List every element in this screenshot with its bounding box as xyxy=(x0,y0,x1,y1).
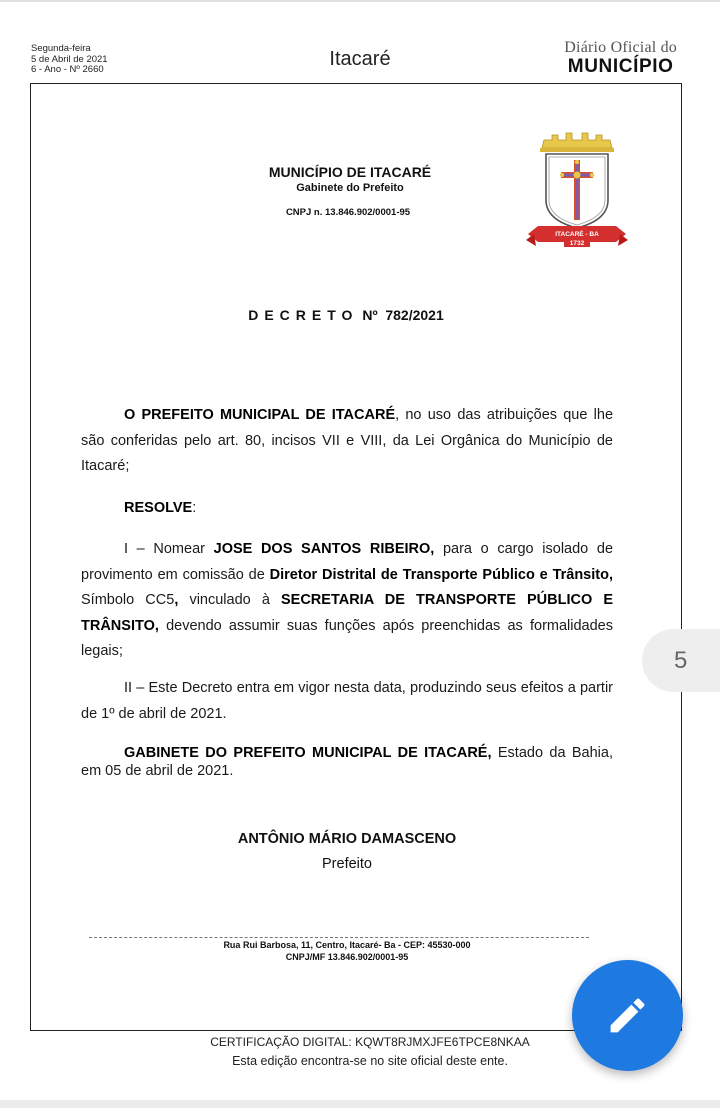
office-subtitle: Gabinete do Prefeito xyxy=(296,182,404,194)
date: 5 de Abril de 2021 xyxy=(31,53,108,65)
resolve-colon: : xyxy=(192,500,197,516)
pencil-icon xyxy=(605,993,650,1038)
appointed-role: Diretor Distrital de Transporte Público e Trânsito, xyxy=(269,566,613,583)
municipal-crest-icon xyxy=(524,128,630,250)
bottom-bar xyxy=(0,1100,720,1108)
page-number: 5 xyxy=(674,647,688,674)
page-number-badge[interactable] xyxy=(642,629,720,692)
closing-text: Estado da Bahia, em 05 de abril de 2021. xyxy=(81,745,613,779)
top-divider xyxy=(0,0,720,2)
article-1-lead: I – Nomear xyxy=(124,541,214,557)
digital-certification: CERTIFICAÇÃO DIGITAL: KQWT8RJMXJFE6TPCE8NKAA xyxy=(210,1035,530,1049)
article-1-paragraph xyxy=(81,537,613,665)
resolve-paragraph xyxy=(81,496,613,522)
preamble-paragraph xyxy=(81,403,613,480)
preamble-text: , no uso das atribuições que lhe são conferidas pelo art. 80, incisos VII e VIII, da Lei Orgânica do Município de Itacaré; xyxy=(81,407,614,474)
appointee-name: JOSE DOS SANTOS RIBEIRO, xyxy=(213,541,435,557)
article-1-text-d: vinculado à xyxy=(178,592,281,608)
decree-number: 782/2021 xyxy=(385,307,444,323)
decree-number-sign: Nº xyxy=(362,307,378,323)
signatory-role: Prefeito xyxy=(322,856,372,872)
diario-oficial-logo xyxy=(564,39,677,77)
article-1-symbol: Símbolo CC5 xyxy=(81,592,175,608)
resolve-bold: RESOLVE xyxy=(124,500,193,516)
closing-paragraph xyxy=(81,744,613,780)
signatory-name: ANTÔNIO MÁRIO DAMASCENO xyxy=(237,831,457,847)
footer-divider xyxy=(89,937,589,938)
article-1-comma: , xyxy=(174,592,179,608)
article-2-text: II – Este Decreto entra em vigor nesta data, produzindo seus efeitos a partir de 1º de abril de 2021. xyxy=(81,680,613,722)
article-1-text-e: devendo assumir suas funções após preenchidas as formalidades legais; xyxy=(81,617,613,659)
decree-word: DECRETO xyxy=(248,307,359,323)
secretariat-name: SECRETARIA DE TRANSPORTE PÚBLICO E TRÂNSITO, xyxy=(81,592,613,634)
decree-heading xyxy=(0,307,692,323)
edit-button[interactable] xyxy=(572,960,683,1071)
edition-note: Esta edição encontra-se no site oficial deste ente. xyxy=(232,1054,508,1068)
city-heading: Itacaré xyxy=(329,48,391,70)
closing-bold: GABINETE DO PREFEITO MUNICIPAL DE ITACARÉ, xyxy=(124,745,492,761)
footer-cnpj: CNPJ/MF 13.846.902/0001-95 xyxy=(285,952,409,962)
article-2-paragraph xyxy=(81,676,613,727)
footer-address: Rua Rui Barbosa, 11, Centro, Itacaré- Ba - CEP: 45530-000 xyxy=(223,940,471,950)
preamble-bold: O PREFEITO MUNICIPAL DE ITACARÉ xyxy=(124,407,396,423)
edition-number: 6 - Ano - Nº 2660 xyxy=(31,64,104,75)
crest-year-text: 1732 xyxy=(569,240,585,247)
municipality-title: MUNICÍPIO DE ITACARÉ xyxy=(268,164,432,180)
logo-line-2: MUNICÍPIO xyxy=(567,56,674,77)
article-1-text-b: para o cargo isolado de provimento em comissão de xyxy=(81,541,614,583)
letterhead-cnpj: CNPJ n. 13.846.902/0001-95 xyxy=(285,207,411,218)
weekday: Segunda-feira xyxy=(31,43,91,54)
logo-line-1: Diário Oficial do xyxy=(564,39,677,56)
crest-banner-text: ITACARÉ - BA xyxy=(555,231,599,238)
